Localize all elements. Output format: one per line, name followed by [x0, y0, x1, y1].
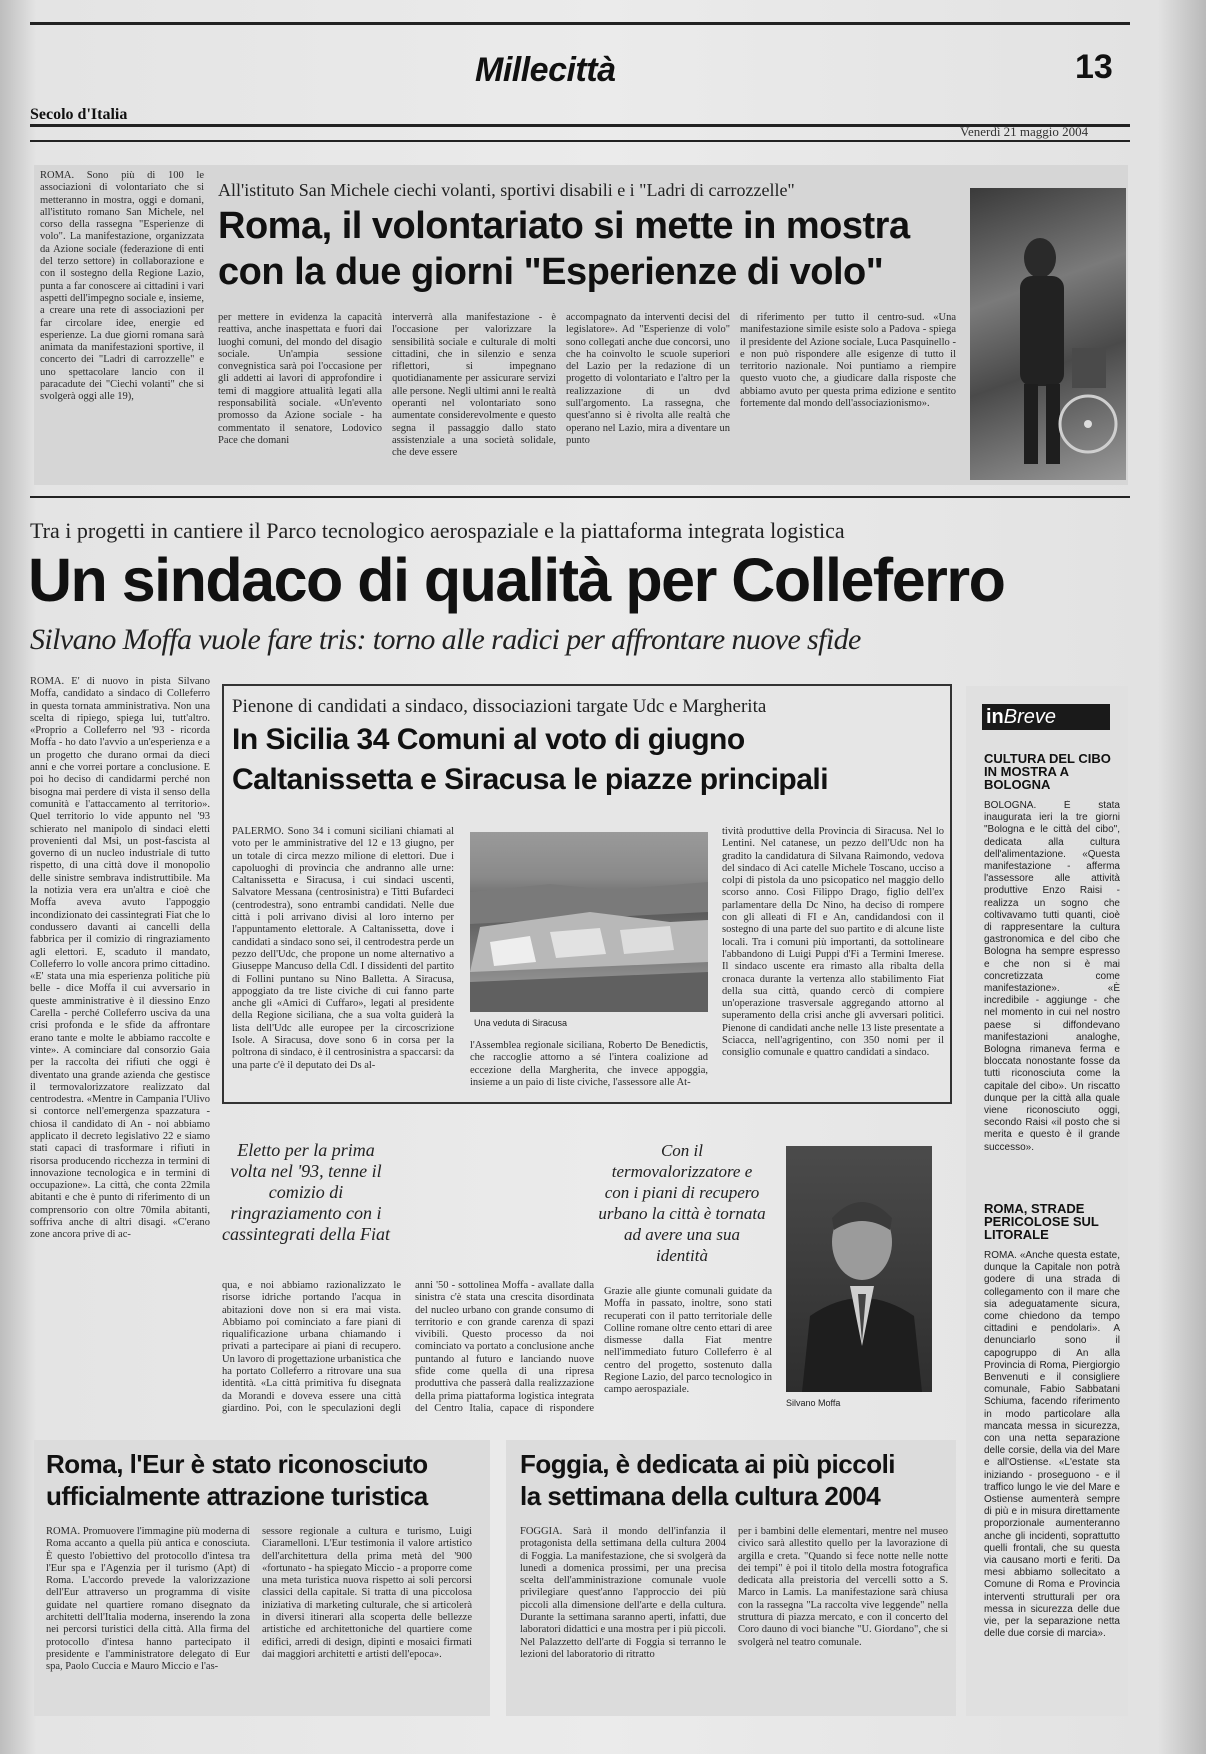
volo-photo: [970, 188, 1126, 480]
eur-col-2: sessore regionale a cultura e turismo, Luigi Ciaramelloni. L'Eur testimonia il valore artistico dell'architettura della prima metà del '900 «fortunato - ha spiegato Miccio - a proporre come una meta turistica nuova rispetto ai soli percorsi classici della capitale. Si tratta di una piccolosa iniziativa di marketing culturale, che si articolerà in diversi itinerari alla scoperta delle bellezze artistiche ed architettoniche del quartiere come edifici, arredi di design, dipinti e mosaici firmati dai maggiori architetti e artisti dell'epoca».: [262, 1526, 472, 1660]
top-rule: [30, 22, 1130, 25]
in-breve-logo-breve: Breve: [1003, 706, 1057, 728]
moffa-photo: [786, 1146, 932, 1392]
eur-headline-1: Roma, l'Eur è stato riconosciuto: [46, 1449, 428, 1479]
foggia-col-1: FOGGIA. Sarà il mondo dell'infanzia il protagonista della settimana della cultura 2004 di Foggia. La manifestazione, che si svolgerà da lunedì a domenica prossimi, per una precisa scelta dell'amministrazione comunale vuole privilegiare quest'anno l'approccio dei più piccoli alla dimensione dell'arte e della cultura. Durante la settimana saranno aperti, infatti, due laboratori didattici e una mostra per i più piccoli. Nel Palazzetto dell'arte di Foggia si terranno le lezioni del laboratorio di ritratto: [520, 1526, 726, 1660]
volo-col-5: di riferimento per tutto il centro-sud. «Una manifestazione simile esiste solo a Padova - spiega il presidente del Azione sociale, Luca Pasquinello - e non può rispondere alle esigenze di tutto il territorio nazionale. Noi puntiamo a riempire questo vuoto che, a giudicare dalla risposte che abbiamo avuto per questa prima edizione e sentito fortemente dal mondo dell'associazionismo».: [740, 312, 956, 410]
date-rule: [30, 140, 1130, 142]
sicilia-kicker: Pienone di candidati a sindaco, dissociazioni targate Udc e Margherita: [232, 696, 767, 717]
foggia-col-2: per i bambini delle elementari, mentre nel museo civico sarà allestito quello per la lavorazione di argilla e creta. "Quando si fece notte nelle notte dei tempi" è poi il titolo della mostra fotografica dedicata alla preistoria del vercelli sotto a S. Marco in Lamis. La manifestazione sarà chiusa con la rassegna "La raccolta vive leggende" nella struttura di piazza mercato, e con il concerto del Coro dauno di voci bianche "U. Giordano", che si svolgerà nel teatro comunale.: [738, 1526, 948, 1648]
volo-headline-2: con la due giorni "Esperienze di volo": [218, 251, 884, 293]
section-logo: [475, 40, 735, 100]
colleferro-headline: Un sindaco di qualità per Colleferro: [28, 546, 1005, 614]
sicilia-col-1: PALERMO. Sono 34 i comuni siciliani chiamati al voto per le amministrative del 12 e 13 giugno, per un totale di circa mezzo milione di elettori. Due i capoluoghi di provincia che andranno alle urne: Caltanissetta e Siracusa, i cui sindaci uscenti, Salvatore Messana (centrosinistra) e Titti Bufardeci (centrodestra), sono entrambi candidati. Nelle due città i poli arrivano divisi al loro interno per l'appuntamento elettorale. A Caltanissetta, dove i candidati a sindaco sono sei, il centrodestra perde un pezzo dell'Udc, che propone un nome alternativo a Giuseppe Mancuso della Cdl. I dissidenti del partito di Follini puntano su Nino Balletta. A Siracusa, appoggiato da tre liste civiche di cui fanno parte anche gli «Amici di Cuffaro», legati al presidente della Regione siciliana, che a sua volta guiderà la lista dell'Udc alle europee per la circoscrizione Isole. A Siracusa, dove sono 6 in corsa per la poltrona di sindaco, è il centrosinistra a spaccarsi: da una parte c'è il deputato dei Ds al-: [232, 826, 454, 1071]
sicilia-headline-1: In Sicilia 34 Comuni al voto di giugno: [232, 723, 745, 756]
eur-col-1: ROMA. Promuovere l'immagine più moderna di Roma accanto a quella più antica e conosciuta. È questo l'obiettivo del protocollo d'intesa tra l'Eur spa e l'Agenzia per il turismo (Apt) di Roma. L'accordo prevede la valorizzazione dell'Eur attraverso un programma di visite guidate nel quartiere romano disegnato da architetti dell'Italia moderna, inserendo la zona nei percorsi turistici della città. Alla firma del protocollo d'intesa hanno partecipato il presidente e l'amministratore delegato di Eur spa, Paolo Cuccia e Mauro Miccio e l'as-: [46, 1526, 250, 1673]
sicilia-col-2: l'Assemblea regionale siciliana, Roberto De Benedictis, che raccoglie attorno a sé l'intera coalizione ad eccezione della Margherita, che invece appoggia, insieme a un paio di liste civiche, l'assessore alle At-: [470, 1040, 708, 1088]
volo-col-1: ROMA. Sono più di 100 le associazioni di volontariato che si metteranno in mostra, oggi e domani, all'istituto romano San Michele, nel corso della rassegna "Esperienze di volo". La manifestazione, organizzata da Azione sociale (federazione di enti del terzo settore) in collaborazione e con il sostegno della Regione Lazio, punta a far conoscere ai cittadini i vari aspetti dell'impegno sociale e, insieme, a creare una rete di associazioni per far circolare idee, energie ed esperienze. La due giorni romana sarà animata da manifestazioni sportive, il concerto dei "Ladri di carrozzelle" e uno spettacolare lancio con il paracadute dei "Ciechi volanti" che si svolgerà oggi alle 19),: [40, 170, 204, 403]
newspaper-name: Secolo d'Italia: [30, 106, 128, 123]
brief-2-text: ROMA. «Anche questa estate, dunque la Capitale non potrà godere di una strada di collegamento con il mare che sia adeguatamente sicura, come chiedono da tempo cittadini e pendolari». A denunciarlo sono il capogruppo di An alla Provincia di Roma, Piergiorgio Benvenuti e il consigliere comunale, Fabio Sabbatani Schiuma, facendo riferimento in modo particolare alla mancata messa in sicurezza, con una netta separazione delle corsie, della via del Mare e all'Ostiense. «L'estate sta iniziando - proseguono - e il traffico lungo le vie del Mare e Ostiense aumenterà sempre di più e in misura direttamente proporzionale aumenteranno anche gli incidenti, soprattutto quelli frontali, che su questa via causano morti e feriti. Da mesi abbiamo sollecitato a Comune di Roma e Provincia interventi strutturali per ora messa in sicurezza delle due vie, per la separazione netta delle due corsie di marcia».: [984, 1250, 1120, 1640]
volo-kicker: All'istituto San Michele ciechi volanti, sportivi disabili e i "Ladri di carrozzelle": [218, 180, 795, 200]
sicilia-headline-2: Caltanissetta e Siracusa le piazze principali: [232, 763, 829, 796]
volo-headline-1: Roma, il volontariato si mette in mostra: [218, 205, 910, 247]
brief-1-text: BOLOGNA. È stata inaugurata ieri la tre giorni "Bologna e le città del cibo", dedicata alla cultura dell'alimentazione. «Questa manifestazione - afferma l'assessore alle attività produttive Enzo Raisi - realizza un sogno che coltivavamo tutti quanti, cioè di rappresentare la cultura gastronomica e del cibo che Bologna ha sempre espresso e che non si è mai concretizzata come manifestazione». «È incredibile - aggiunge - che nel momento in cui nel nostro paese si diffondevano manifestazioni analoghe, Bologna rimaneva ferma e bloccata nonostante fosse da tutti riconosciuta come la capitale del cibo». Un riscatto dunque per la città alla quale viene riconosciuto oggi, secondo Raisi «il posto che si merita e questo è il grande successo».: [984, 800, 1120, 1153]
brief-2-title: ROMA, STRADE PERICOLOSE SUL LITORALE: [984, 1201, 1099, 1242]
section-rule: [30, 496, 1130, 498]
colleferro-quote-left: Eletto per la prima volta nel '93, tenne il comizio di ringraziamento con i cassintegrati della Fiat: [222, 1140, 390, 1244]
in-breve-logo: [982, 704, 1110, 730]
colleferro-col-1: ROMA. E' di nuovo in pista Silvano Moffa, candidato a sindaco di Colleferro in questa tornata amministrativa. Non una scelta di ripiego, spiega lui, tutt'altro. «Proprio a Colleferro nel '93 - ricorda Moffa - ho dato l'avvio a un'esperienza e a un progetto che durano ormai da dieci anni e che vorrei portare a conclusione. E poi ho deciso di candidarmi perché non bisogna mai perdere di vista il senso della comunità e l'attaccamento al territorio». Quel territorio lo vide appunto nel '93 schierato nel manipolo di sindaci eletti provenienti dal Msi, un post-fascista al governo di un nucleo industriale di tutto rispetto, di una città dove il monopolio delle sinistre sembrava indistruttibile. Ma la notizia vera era un'altra e cioè che Moffa aveva avuto l'appoggio incondizionato dei cassintegrati Fiat che lo condussero davanti ai cancelli della fabbrica per il comizio di ringraziamento agli elettori. E, scaduto il mandato, Colleferro lo volle ancora primo cittadino. «E' stata una mia esperienza politiche più belle - dice Moffa il cui avversario in queste amministrative è il diessino Enzo Carella - perché Colleferro usciva da una crisi profonda e le sfide da affrontare erano tante e molte le abbiamo raccolte e vinte». A cominciare dal consorzio Gaia per la raccolta dei rifiuti che oggi è diventato una grande azienda che gestisce il termovalorizzatore realizzato dal centrodestra. «Mentre in Campania l'Ulivo si contorce nell'emergenza spazzatura - chiosa il candidato di An - noi abbiamo applicato il decreto legislativo 22 e siamo stati capaci di trasformare i rifiuti in risorsa producendo ricchezza in termini di innovazione tecnologica e in termini di occupazione». La città, che conta 22mila abitanti e che è punto di riferimento di un comprensorio con oltre 70mila abitanti, soffriva anche di altri disagi. «C'erano zone ancora prive di ac-: [30, 676, 210, 1241]
siracusa-photo-caption: Una veduta di Siracusa: [474, 1018, 568, 1028]
foggia-headline-2: la settimana della cultura 2004: [520, 1481, 881, 1511]
siracusa-photo: [470, 832, 708, 1012]
volo-col-2: per mettere in evidenza la capacità reattiva, anche inaspettata e fuori dai luoghi comuni, del mondo del disagio sociale. Un'ampia sessione convegnistica sarà poi l'occasione per gli addetti ai lavori di approfondire i temi di maggiore attualità legati alla responsabilità sociale. «Un'evento promosso da Azione sociale - ha commentato il senatore, Lodovico Pace che domani: [218, 312, 382, 446]
brief-1-title: CULTURA DEL CIBO IN MOSTRA A BOLOGNA: [984, 751, 1111, 792]
colleferro-kicker: Tra i progetti in cantiere il Parco tecnologico aerospaziale e la piattaforma integrata logistica: [30, 518, 845, 543]
eur-headline-2: ufficialmente attrazione turistica: [46, 1481, 428, 1511]
issue-date: Venerdì 21 maggio 2004: [960, 124, 1089, 139]
in-breve-logo-in: in: [986, 706, 1004, 728]
colleferro-quote-right: Con il termovalorizzatore e con i piani di recupero urbano la città è tornata ad avere una sua identità: [598, 1141, 766, 1265]
colleferro-subhead: Silvano Moffa vuole fare tris: torno alle radici per affrontare nuove sfide: [30, 623, 861, 656]
section-logo-text: Millecittà: [475, 51, 616, 89]
volo-col-3: interverrà alla manifestazione - è l'occasione per valorizzare la sensibilità sociale e culturale di molti cittadini, che in silenzio e senza riflettori, si impegnano quotidianamente per assicurare servizi alle persone. Negli ultimi anni le realtà operanti nel volontariato sono aumentate considerevolmente e questo segna il passaggio dallo stato assistenziale a una società solidale, che deve essere: [392, 312, 556, 459]
sicilia-col-3: tività produttive della Provincia di Siracusa. Nel lo Lentini. Nel catanese, un pezzo dell'Udc non ha gradito la candidatura di Silvana Raimondo, vedova del sindaco di Aci catelle Michele Toscano, ucciso a colpi di pistola da uno psicopatico nel maggio dello scorso anno. Così Filippo Drago, figlio dell'ex parlamentare della Dc Nino, ha deciso di rompere con gli alleati di FI e An, candidandosi con il sostegno di una parte del suo partito e di alcune liste locali. Tra i comuni più importanti, da sottolineare l'abbandono di Luigi Puppi d'Fi a Termini Imerese. Il sindaco uscente era rimasto alla ribalta della cronaca durante la vertenza allo stabilimento Fiat della sua città, quando cercò di compiere un'operazione trasversale aggregando attorno al superamento della crisi anche gli avversari politici. Pienone di candidati anche nelle 13 liste presentate a Sciacca, nell'agrigentino, con 350 nomi per il consiglio comunale e quattro candidati a sindaco.: [722, 826, 944, 1059]
volo-col-4: accompagnato da interventi decisi del legislatore». Ad "Esperienze di volo" sono collegati anche due concorsi, uno che ha coinvolto le scuole superiori del Lazio per la redazione di un progetto di volontariato e l'altro per la realizzazione di un dvd sull'argomento. La rassegna, che quest'anno si è rivolta alle realtà che operano nel Lazio, mira a diventare un punto: [566, 312, 730, 446]
siracusa-aerial-image: [470, 832, 708, 1012]
page-number: 13: [1075, 48, 1113, 86]
foggia-headline-1: Foggia, è dedicata ai più piccoli: [520, 1449, 896, 1479]
colleferro-col-2: qua, e noi abbiamo razionalizzato le risorse idriche portando l'acqua in abitazioni dove non si era mai vista. Abbiamo poi cominciato a fare piani di riqualificazione urbana chiamando i privati a partecipare ai piani di recupero. Un lavoro di progettazione urbanistica che ha portato Colleferro a ritrovare una sua identità. «La città primitiva fu disegnata da Morandi e doveva essere una città giardino. Poi, con le speculazioni degli anni '50 - sottolinea Moffa - avallate dalla sinistra c'è stata una crescita disordinata del nucleo urbano con grande consumo di territorio e con grande carenza di spazi vivibili. Questo processo da noi cominciato va portato a conclusione anche puntando al futuro e lanciando nuove sfide come quella di una ripresa produttiva che passerà dalla realizzazione della prima piattaforma logistica integrata del Centro Italia, capace di rispondere: [222, 1280, 594, 1414]
moffa-portrait-image: [786, 1146, 932, 1392]
wheelchair-figure-image: [970, 188, 1126, 480]
moffa-photo-caption: Silvano Moffa: [786, 1398, 841, 1408]
colleferro-col-3: Grazie alle giunte comunali guidate da Moffa in passato, inoltre, sono stati recuperati con il patto territoriale delle Colline romane oltre cento ettari di aree dismesse dalla Fiat mentre nell'immediato futuro Colleferro è al centro del progetto, sostenuto dalla Regione Lazio, del parco tecnologico in campo aerospaziale.: [604, 1286, 772, 1396]
